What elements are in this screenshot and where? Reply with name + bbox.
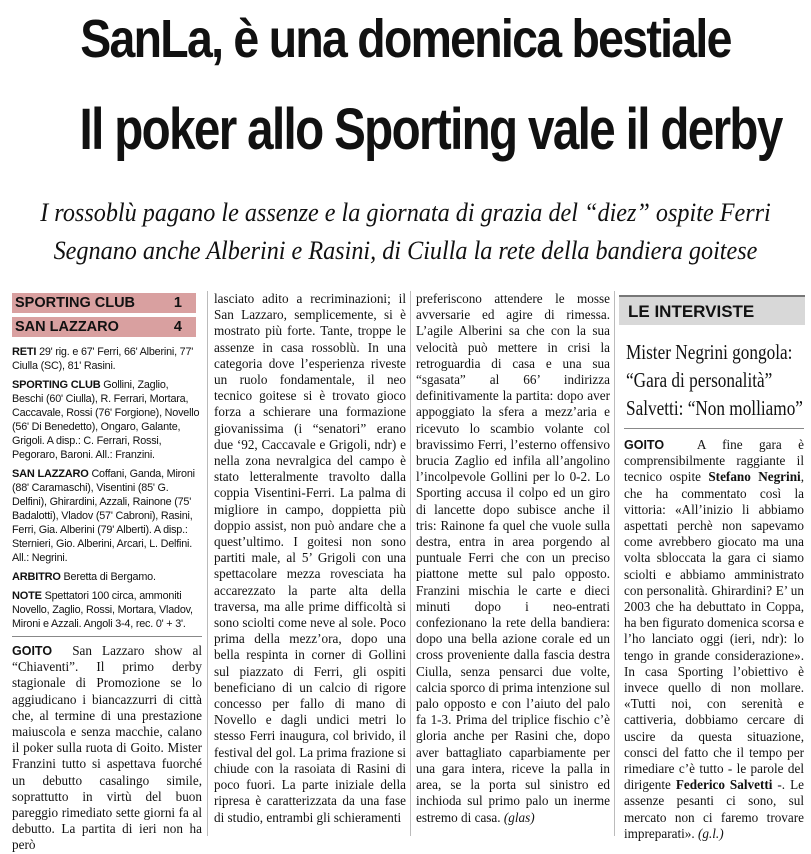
article-column-3 (416, 291, 610, 826)
column-divider (410, 291, 411, 836)
sanlazzaro-lineup: SAN LAZZARO Coffani, Ganda, Mironi (88' Caramaschi), Visentini (85' G. Delfini), Ghirardini, Azzali, Rainone (75' Badalotti), Vladov (57' Cabroni), Rasini, Ferri, Gia. Alberini (79' Alberti). A disp.: Sternieri, Gio. Alberini, Arcari, L. Delfini. All.: Negrini. (12, 468, 195, 564)
article-column-1 (12, 345, 202, 854)
column-divider (207, 291, 208, 836)
article-signature: (glas) (503, 809, 535, 825)
headline-line-2: Il poker allo Sporting vale il derby (79, 97, 782, 162)
interviews-text: GOITO A fine gara è comprensibilmente raggiante il tecnico ospite Stefano Negrini, che ha commentato così la vittoria: «All’inizio li abbiamo aspettati perchè non sapevamo come avrebbero giocato ma una volta sbloccata la gara ci siamo sciolti e abbiamo amministrato con personalità. Ghirardini? E’ un 2003 che ha debuttato in Coppa, ha ben figurato domenica scorsa e l’ho lanciato oggi (ieri, ndr): lo tengo in grande considerazione». In casa Sporting l’obiettivo è invece quello di non mollare. «Tutti noi, con serenità e cattiveria, dobbiamo cercare di uscire da questa situazione, consci del fatto che il tempo per rimediare c’è tutto - le parole del dirigente Federico Salvetti -. Le assenze pesanti ci sono, sul mercato non ci faremo trovare impreparati». (g.l.) (624, 437, 805, 841)
away-team-goals: 4 (173, 319, 182, 335)
interviews-header: LE INTERVISTE (619, 295, 805, 325)
column-divider (614, 291, 615, 836)
article-body-3: preferiscono attendere le mosse avversarie ed agire di rimessa. L’agile Alberini sa che con la sua velocità può mettere in crisi la retroguardia di casa e una sua “sgasata” al 66’ indirizza definitivamente la partita: dopo aver appoggiato la sfera a mezz’aria e ricevuto lo scambio volante col bravissimo Ferri, l’esterno offensivo brucia Zaglio ed infila all’angolino l’incolpevole Gollini per lo 0-2. Lo Sporting accusa il colpo ed un giro di lancette dopo subisce anche il tris: Rainone fa quel che vuole sulla destra, entra in area porgendo al puntuale Ferri che con un preciso piattone mette sul palo opposto. Franzini mischia le carte e dieci minuti dopo i neo-entrati confezionano la rete della bandiera: dopo una bella azione corale ed un cross proveniente dalla fascia destra Ciulla, senza pensarci due volte, calcia sporco di prima intenzione sul palo opposto e con l’aiuto del palo fa 1-3. Prima del triplice fischio c’è gloria anche per Rasini che, dopo aver battagliato caparbiamente per una gara intera, riceve la palla in area, se la porta sul sinistro ed inchioda sul primo palo un inerme estremo di casa. (glas) (416, 291, 610, 825)
score-row-home (12, 293, 196, 313)
sporting-lineup: SPORTING CLUB Gollini, Zaglio, Beschi (60' Ciulla), R. Ferrari, Mortara, Caccavale, Rossi (76' Forgione), Novello (56' Di Benedetto), Ongaro, Galante, Grigoli. A disp.: C. Ferrari, Rossi, Pegoraro, Baroni. All.: Franzini. (12, 379, 200, 461)
article-lead: GOITO San Lazzaro show al “Chiaventi”. Il primo derby stagionale di Promozione se lo aggiudicano i biancazzurri di città che, al termine di una prestazione maiuscola e senza macchie, calano il poker sulla ruota di Goito. Mister Franzini tutto si aspettava fuorché un debutto casalingo simile, soprattutto in virtù del buon pareggio rimediato sette giorni fa al debutto. La partita di ieri non ha però (12, 643, 202, 853)
score-row-away (12, 317, 196, 337)
interviews-body (624, 437, 804, 842)
home-team-goals: 1 (173, 295, 182, 311)
away-team-name: SAN LAZZARO (15, 319, 119, 335)
referee-info: ARBITRO Beretta di Bergamo. (12, 571, 156, 583)
article-column-2 (214, 291, 406, 826)
subheadline-line-1: I rossoblù pagano le assenze e la giornata di grazia del “diez” ospite Ferri (40, 198, 771, 227)
interviews-title: Mister Negrini gongola: “Gara di personalità” Salvetti: “Non molliamo” (626, 340, 803, 420)
home-team-name: SPORTING CLUB (15, 295, 136, 311)
goals-info: RETI 29' rig. e 67' Ferri, 66' Alberini, 77' Ciulla (SC), 81' Rasini. (12, 346, 194, 372)
subheadline-line-2: Segnano anche Alberini e Rasini, di Ciulla la rete della bandiera goitese (53, 236, 758, 265)
notes-info: NOTE Spettatori 100 circa, ammoniti Novello, Zaglio, Rossi, Mortara, Vladov, Mironi e Azzali. Angoli 3-4, rec. 0' + 3'. (12, 590, 193, 630)
info-divider (12, 636, 202, 637)
headline-line-1: SanLa, è una domenica bestiale (80, 9, 731, 69)
interviews-divider (624, 428, 804, 429)
article-body-2: lasciato adito a recriminazioni; il San Lazzaro, semplicemente, si è mostrato più forte. Tante, troppe le assenze in casa rossoblù. In una categoria dove l’esperienza riveste un ruolo fondamentale, il neo tecnico goitese si è trovato gioco forza a schierare una formazione giovanissima (i “senatori” erano due ‘92, Caccavale e Grigoli, ndr) e nella zona nevralgica del campo è stato letteralmente travolto dalla coppia Visentini-Ferri. La palma di migliore in campo, doppietta più doppio assist, non può andare che a quest’ultimo. I goitesi non sono partiti male, al 5’ Grigoli con una spettacolare mezza rovesciata ha accarezzato la parte alta della traversa, ma alle prime difficoltà si sono sciolti come neve al sole. Poco prima della mezz’ora, dopo una bella respinta in corner di Gollini sul piazzato di Ferri, gli ospiti beneficiano di un calcio di rigore concesso per fallo di mano di Novello e dagli undici metri lo stesso Ferri inaugura, col brivido, il festival del gol. La prima frazione si chiude con la rasoiata di Rasini di poco fuori. La parte iniziale della ripresa è caratterizzata da una fase di studio, entrambi gli schieramenti (214, 291, 406, 825)
